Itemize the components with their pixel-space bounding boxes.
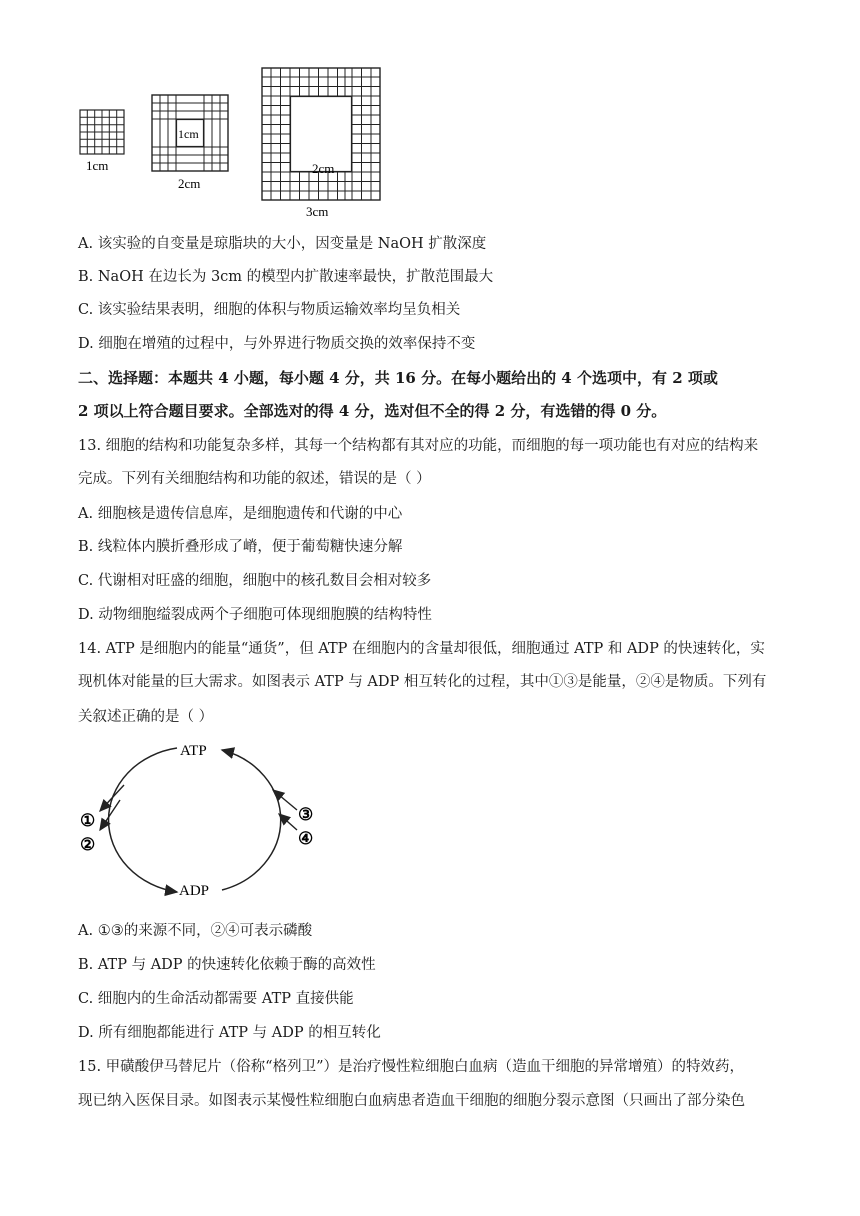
section2-heading-line1: 二、选择题：本题共 4 小题，每小题 4 分，共 16 分。在每小题给出的 4 个选项中，有 2 项或 — [78, 369, 718, 387]
block-3cm — [262, 68, 380, 200]
q12-option-a: A. 该实验的自变量是琼脂块的大小，因变量是 NaOH 扩散深度 — [78, 236, 487, 252]
label-1: ① — [80, 811, 96, 830]
q15-stem-line2: 现已纳入医保目录。如图表示某慢性粒细胞白血病患者造血干细胞的细胞分裂示意图（只画出了部分染色 — [78, 1093, 745, 1109]
label-4: ④ — [298, 829, 314, 848]
q12-option-b: B. NaOH 在边长为 3cm 的模型内扩散速率最快，扩散范围最大 — [78, 269, 494, 285]
q12-option-d: D. 细胞在增殖的过程中，与外界进行物质交换的效率保持不变 — [78, 336, 476, 352]
atp-adp-cycle-diagram — [0, 730, 860, 910]
label-3: ③ — [298, 805, 314, 824]
q13-option-b: B. 线粒体内膜折叠形成了嵴，便于葡萄糖快速分解 — [78, 539, 403, 555]
label-2cm: 2cm — [178, 176, 201, 191]
q14-stem-line2: 现机体对能量的巨大需求。如图表示 ATP 与 ADP 相互转化的过程，其中①③是能量，②④是物质。下列有 — [78, 674, 767, 690]
cycle-arc-right — [222, 750, 281, 890]
agar-block-figure — [0, 0, 860, 225]
section2-heading-line2: 2 项以上符合题目要求。全部选对的得 4 分，选对但不全的得 2 分，有选错的得 0 分。 — [78, 402, 667, 420]
q14-option-b: B. ATP 与 ADP 的快速转化依赖于酶的高效性 — [78, 957, 376, 973]
q14-option-a: A. ①③的来源不同，②④可表示磷酸 — [78, 923, 313, 939]
q13-option-a: A. 细胞核是遗传信息库，是细胞遗传和代谢的中心 — [78, 506, 403, 522]
adp-label: ADP — [179, 883, 210, 899]
label-3cm-inner-visible: 2cm — [312, 161, 335, 176]
q12-option-c: C. 该实验结果表明，细胞的体积与物质运输效率均呈负相关 — [78, 302, 461, 318]
q13-option-c: C. 代谢相对旺盛的细胞，细胞中的核孔数目会相对较多 — [78, 573, 432, 589]
label-1cm: 1cm — [86, 158, 109, 173]
q14-stem-line3: 关叙述正确的是（ ） — [78, 709, 214, 725]
q15-stem-line1: 15. 甲磺酸伊马替尼片（俗称“格列卫”）是治疗慢性粒细胞白血病（造血干细胞的异常增殖）的特效药， — [78, 1059, 744, 1075]
arrow-out-1 — [100, 785, 124, 811]
block-1cm — [80, 110, 124, 154]
q14-option-c: C. 细胞内的生命活动都需要 ATP 直接供能 — [78, 991, 354, 1007]
cycle-arc-left — [109, 748, 177, 892]
label-2cm-inner: 1cm — [178, 127, 199, 141]
arrow-in-4 — [279, 814, 297, 830]
atp-label: ATP — [180, 743, 207, 759]
q14-option-d: D. 所有细胞都能进行 ATP 与 ADP 的相互转化 — [78, 1025, 381, 1041]
label-3cm: 3cm — [306, 204, 329, 219]
q13-stem-line1: 13. 细胞的结构和功能复杂多样，其每一个结构都有其对应的功能，而细胞的每一项功能也有对应的结构来 — [78, 438, 759, 454]
arrow-in-3 — [273, 790, 297, 810]
q13-option-d: D. 动物细胞缢裂成两个子细胞可体现细胞膜的结构特性 — [78, 607, 432, 623]
label-2: ② — [80, 835, 96, 854]
q13-stem-line2: 完成。下列有关细胞结构和功能的叙述，错误的是（ ） — [78, 471, 431, 487]
q14-stem-line1: 14. ATP 是细胞内的能量“通货”，但 ATP 在细胞内的含量却很低，细胞通过 ATP 和 ADP 的快速转化，实 — [78, 641, 765, 657]
